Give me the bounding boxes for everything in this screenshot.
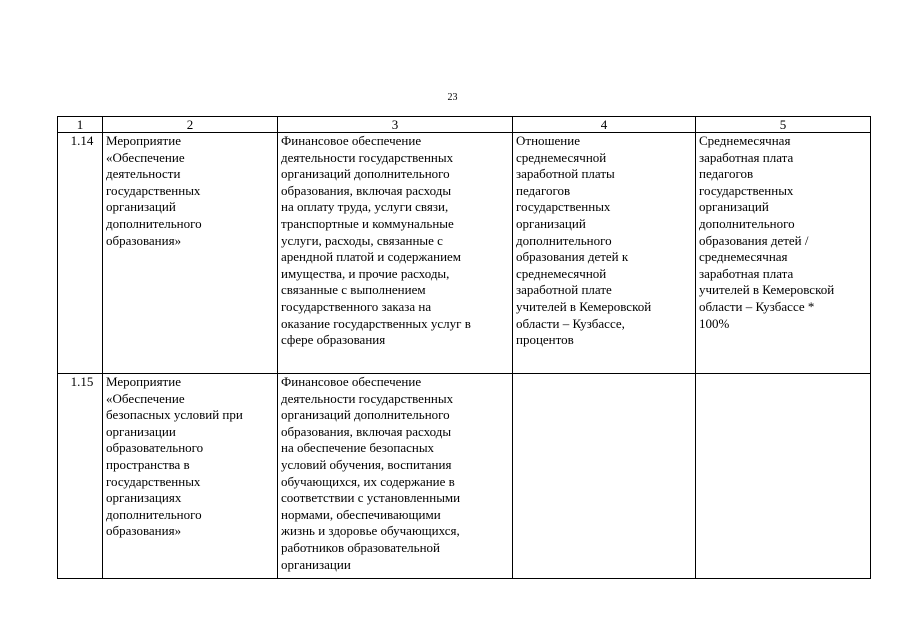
header-cell-1: 1 <box>58 117 103 133</box>
header-cell-5: 5 <box>696 117 871 133</box>
measures-table <box>57 116 871 579</box>
header-cell-2: 2 <box>103 117 278 133</box>
formula-cell <box>696 374 871 579</box>
row-number-cell: 1.14 <box>58 133 103 374</box>
page-number: 23 <box>447 92 458 103</box>
header-cell-3: 3 <box>278 117 513 133</box>
header-cell-4: 4 <box>513 117 696 133</box>
table-row <box>58 133 871 374</box>
table-header-row <box>58 117 871 133</box>
event-name-cell: Мероприятие «Обеспечение деятельности государственных организаций дополнительного образования» <box>103 133 278 374</box>
indicator-cell: Отношение среднемесячной заработной платы педагогов государственных организаций дополнительного образования детей к среднемесячной заработной плате учителей в Кемеровской области – Кузбассе, процентов <box>513 133 696 374</box>
indicator-cell <box>513 374 696 579</box>
row-number-cell: 1.15 <box>58 374 103 579</box>
funding-description-cell: Финансовое обеспечение деятельности государственных организаций дополнительного образования, включая расходы на оплату труда, услуги связи, транспортные и коммунальные услуги, расходы, связанные с арендной платой и содержанием имущества, и прочие расходы, связанные с выполнением государственного заказа на оказание государственных услуг в сфере образования <box>278 133 513 374</box>
formula-cell: Среднемесячная заработная плата педагогов государственных организаций дополнительного образования детей / среднемесячная заработная плата учителей в Кемеровской области – Кузбассе * 100% <box>696 133 871 374</box>
event-name-cell: Мероприятие «Обеспечение безопасных условий при организации образовательного пространства в государственных организациях дополнительного образования» <box>103 374 278 579</box>
funding-description-cell: Финансовое обеспечение деятельности государственных организаций дополнительного образования, включая расходы на обеспечение безопасных условий обучения, воспитания обучающихся, их содержание в соответствии с установленными нормами, обеспечивающими жизнь и здоровье обучающихся, работников образовательной организации <box>278 374 513 579</box>
table-row <box>58 374 871 579</box>
